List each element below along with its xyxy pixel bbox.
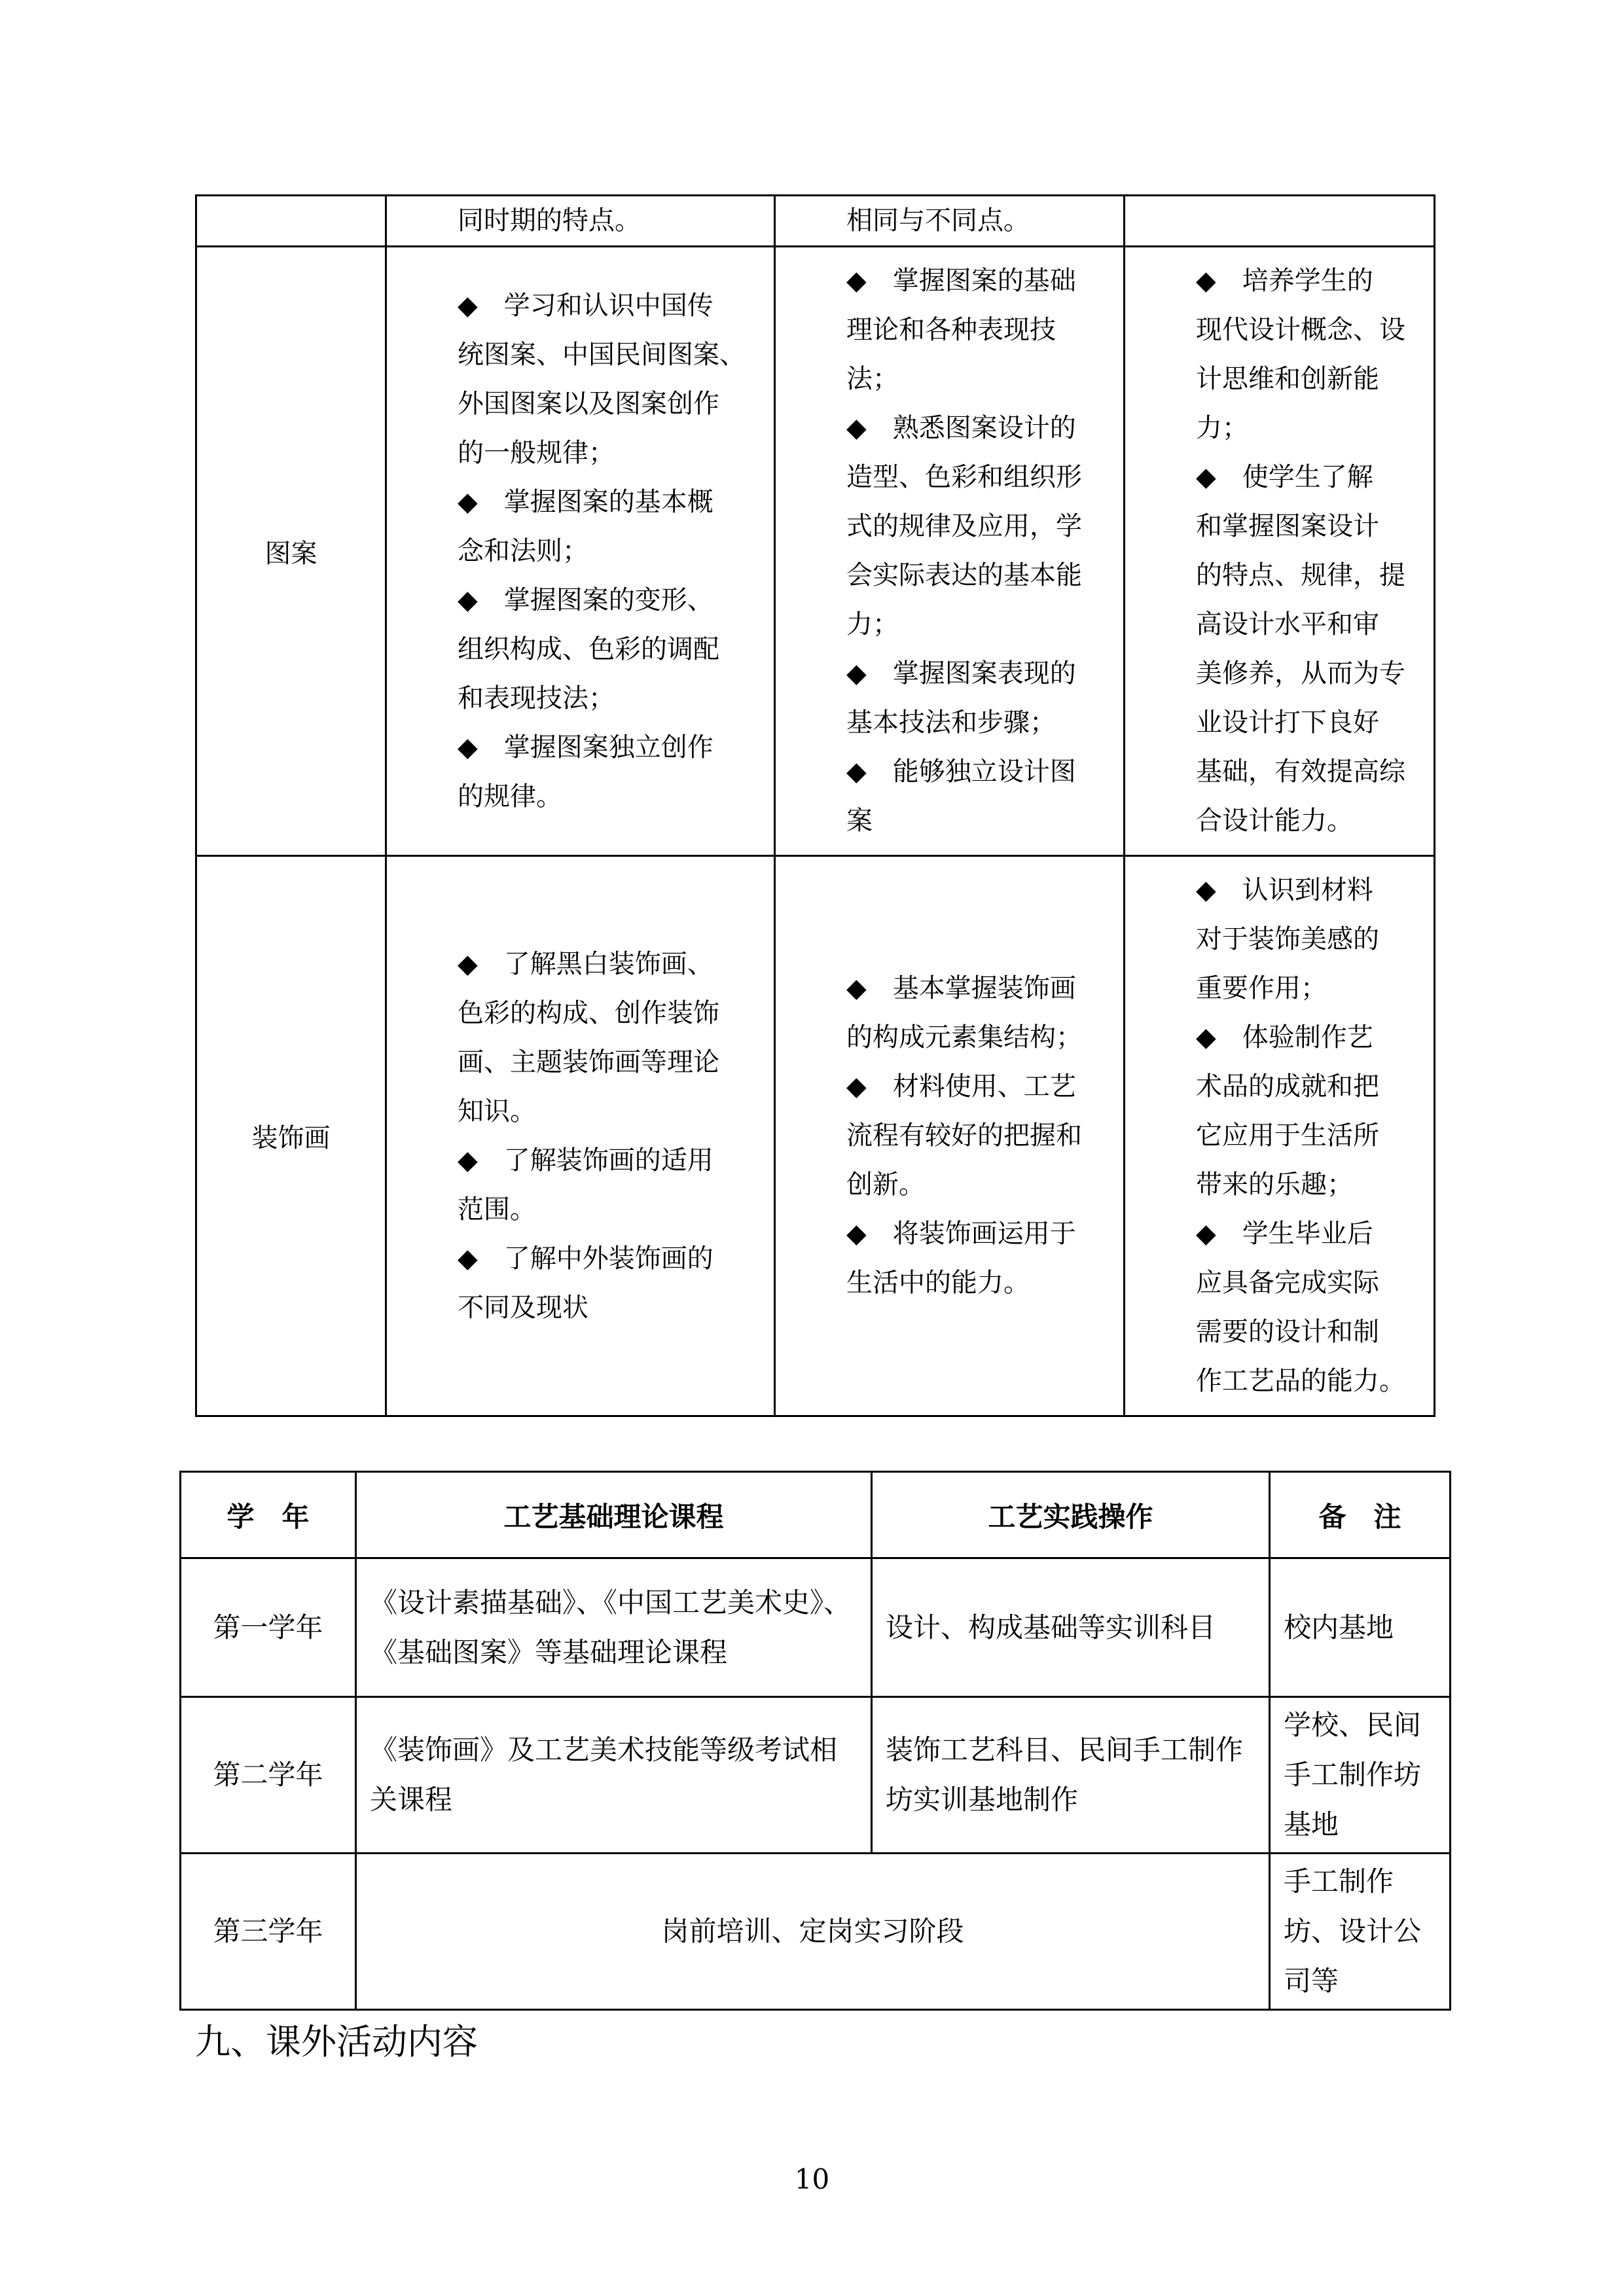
knowledge-cell: ◆ 学习和认识中国传 统图案、中国民间图案、 外国图案以及图案创作 的一般规律； ◆ 掌握图案的基本概 念和法则； ◆ 掌握图案的变形、 组织构成、色彩的调配 和表现技法； ◆ 掌握图案独立创作 的规律。: [458, 290, 746, 812]
ability-cell: ◆ 掌握图案的基础 理论和各种表现技 法； ◆ 熟悉图案设计的 造型、色彩和组织形 式的规律及应用，学 会实际表达的基本能 力； ◆ 掌握图案表现的 基本技法和步骤； ◆ 能够独立设计图 案: [846, 266, 1082, 836]
header-theory: 工艺基础理论课程: [356, 1472, 872, 1558]
knowledge-cell: ◆ 了解黑白装饰画、 色彩的构成、创作装饰 画、主题装饰画等理论 知识。 ◆ 了解装饰画的适用 范围。 ◆ 了解中外装饰画的 不同及现状: [458, 948, 719, 1323]
year-cell: 第二学年: [181, 1697, 356, 1854]
note-cell: 手工制作坊、设计公司等: [1270, 1854, 1451, 2010]
table-row: [181, 1697, 1451, 1854]
note-cell: 学校、民间手工制作坊基地: [1270, 1697, 1451, 1854]
header-year: 学 年: [181, 1472, 356, 1558]
merged-cell: 岗前培训、定岗实习阶段: [356, 1854, 1270, 2010]
note-cell: 校内基地: [1270, 1558, 1451, 1697]
table-header-row: [181, 1472, 1451, 1558]
quality-cell: [1125, 196, 1435, 247]
table-row: [181, 1558, 1451, 1697]
quality-cell: ◆ 培养学生的 现代设计概念、设 计思维和创新能 力； ◆ 使学生了解 和掌握图案设计 的特点、规律，提 高设计水平和审 美修养，从而为专 业设计打下良好 基础，有效提高综 合设计能力。: [1196, 266, 1405, 836]
header-practice: 工艺实践操作: [872, 1472, 1270, 1558]
theory-cell: 《设计素描基础》、《中国工艺美术史》、《基础图案》等基础理论课程: [356, 1558, 872, 1697]
table-row: [181, 1854, 1451, 2010]
practice-cell: 设计、构成基础等实训科目: [872, 1558, 1270, 1697]
quality-cell: ◆ 认识到材料 对于装饰美感的 重要作用； ◆ 体验制作艺 术品的成就和把 它应用于生活所 带来的乐趣； ◆ 学生毕业后 应具备完成实际 需要的设计和制 作工艺品的能力。: [1196, 875, 1405, 1396]
page-number: 10: [794, 2163, 830, 2195]
theory-cell: 《装饰画》及工艺美术技能等级考试相关课程: [356, 1697, 872, 1854]
yearly-schedule-table: [179, 1471, 1451, 2011]
table-row: [196, 856, 1435, 1416]
course-objectives-table: [195, 194, 1435, 1417]
practice-cell: 装饰工艺科目、民间手工制作坊实训基地制作: [872, 1697, 1270, 1854]
course-name-cell: [196, 196, 386, 247]
year-cell: 第三学年: [181, 1854, 356, 2010]
course-name-cell: 装饰画: [196, 856, 386, 1416]
section-heading: 九、课外活动内容: [195, 2021, 478, 2062]
knowledge-cell: 同时期的特点。: [458, 206, 641, 236]
table-row: [196, 196, 1435, 247]
table-row: [196, 247, 1435, 856]
header-note: 备 注: [1270, 1472, 1451, 1558]
ability-cell: 相同与不同点。: [846, 206, 1030, 236]
ability-cell: ◆ 基本掌握装饰画 的构成元素集结构； ◆ 材料使用、工艺 流程有较好的把握和 创新。 ◆ 将装饰画运用于 生活中的能力。: [846, 973, 1082, 1298]
year-cell: 第一学年: [181, 1558, 356, 1697]
course-name-cell: 图案: [196, 247, 386, 856]
